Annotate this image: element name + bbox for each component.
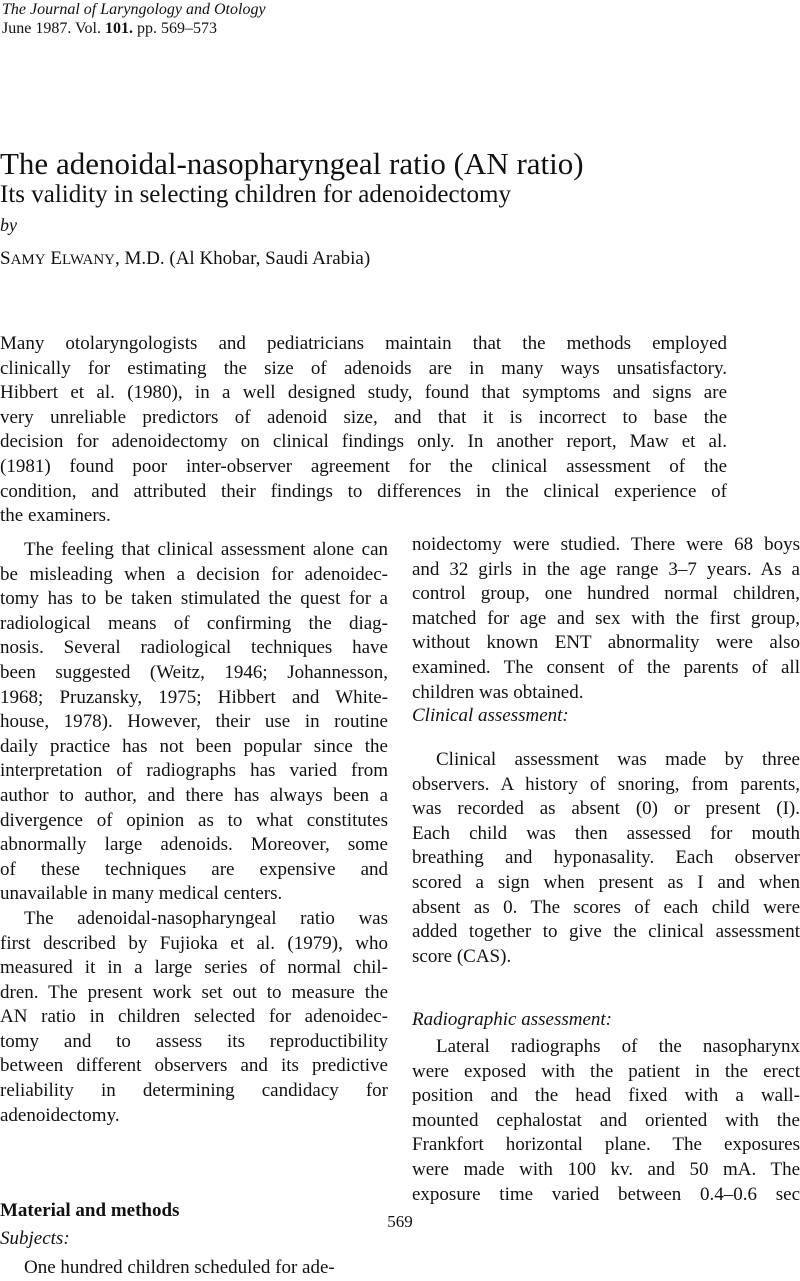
body-line: added together to give the clinical assessment: [412, 921, 800, 943]
clinical-paragraph: [412, 748, 800, 969]
body-line: without known ENT abnormality were also: [412, 632, 800, 654]
body-line: tomy and to assess its reproductibility: [0, 1030, 388, 1052]
issue-prefix: June 1987. Vol.: [2, 20, 105, 37]
body-line: nosis. Several radiological techniques have: [0, 637, 388, 659]
body-line: first described by Fujioka et al. (1979), who: [0, 932, 388, 954]
left-paragraphs: [0, 538, 388, 1128]
body-line: abnormally large adenoids. Moreover, some: [0, 834, 388, 856]
body-line: and 32 girls in the age range 3–7 years. As a: [412, 558, 800, 580]
body-line: Many otolaryngologists and pediatricians maintain that the methods employed: [0, 333, 727, 354]
left-column: [0, 538, 388, 1281]
body-line: interpretation of radiographs has varied from: [0, 760, 388, 782]
body-line: very unreliable predictors of adenoid size, and that it is incorrect to base the: [0, 406, 727, 428]
body-line: of these techniques are expensive and: [0, 858, 388, 880]
article-subtitle: Its validity in selecting children for adenoidectomy: [0, 181, 511, 208]
body-line: absent as 0. The scores of each child were: [412, 896, 800, 918]
author: [0, 248, 370, 271]
body-line: mounted cephalostat and oriented with the: [412, 1109, 800, 1131]
body-line: Frankfort horizontal plane. The exposures: [412, 1134, 800, 1156]
body-line: dren. The present work set out to measure the: [0, 981, 388, 1003]
journal-name: The Journal of Laryngology and Otology: [2, 1, 266, 18]
body-line: adenoidectomy.: [0, 1104, 120, 1126]
body-line: be misleading when a decision for adenoidec-: [0, 563, 388, 585]
author-first-rest: AMY: [10, 252, 46, 268]
body-line: the examiners.: [0, 505, 111, 527]
body-line: observers. A history of snoring, from parents,: [412, 773, 800, 795]
body-line: measured it in a large series of normal chil-: [0, 957, 388, 979]
page-number: 569: [387, 1212, 413, 1231]
pages: pp. 569–573: [132, 20, 217, 37]
author-last-initial: E: [50, 248, 62, 269]
body-line: house, 1978). However, their use in routine: [0, 711, 388, 733]
abstract: [0, 332, 727, 529]
body-line: The adenoidal-nasopharyngeal ratio was: [24, 907, 388, 929]
body-line: control group, one hundred normal children,: [412, 583, 800, 605]
body-line: was recorded as absent (0) or present (I).: [412, 798, 800, 820]
section-heading: Material and methods: [0, 1200, 180, 1222]
right-intro: [412, 533, 800, 705]
body-line: Clinical assessment was made by three: [436, 749, 800, 770]
body-line: author to author, and there has always been a: [0, 784, 388, 806]
body-line: position and the head fixed with a wall-: [412, 1085, 800, 1107]
byline: by: [0, 215, 17, 235]
body-line: examined. The consent of the parents of all: [412, 656, 800, 678]
body-line: radiological means of confirming the diag-: [0, 612, 388, 634]
radiographic-paragraph: [412, 1035, 800, 1207]
body-line: The feeling that clinical assessment alone can: [24, 539, 388, 560]
subheading-subjects: Subjects:: [0, 1227, 70, 1249]
subheading-radiographic: Radiographic assessment:: [412, 1009, 613, 1030]
volume: 101.: [104, 20, 133, 37]
body-line: been suggested (Weitz, 1946; Johannesson,: [0, 661, 388, 683]
body-line: score (CAS).: [412, 945, 512, 967]
body-line: 1968; Pruzansky, 1975; Hibbert and White-: [0, 686, 388, 708]
article-title: The adenoidal-nasopharyngeal ratio (AN ratio): [0, 146, 584, 181]
body-line: condition, and attributed their findings to differences in the clinical experience of: [0, 480, 727, 502]
body-line: AN ratio in children selected for adenoidec-: [0, 1006, 388, 1028]
body-line: divergence of opinion as to what constitutes: [0, 809, 388, 831]
body-line: reliability in determining candidacy for: [0, 1080, 388, 1102]
author-initial: S: [0, 248, 11, 269]
subheading-clinical: Clinical assessment:: [412, 705, 569, 726]
body-line: were made with 100 kv. and 50 mA. The: [412, 1158, 800, 1180]
body-line: scored a sign when present as I and when: [412, 871, 800, 893]
issue-info: [2, 19, 217, 38]
body-line: between different observers and its predictive: [0, 1055, 388, 1077]
body-line: were exposed with the patient in the erect: [412, 1060, 800, 1082]
author-affiliation: , M.D. (Al Khobar, Saudi Arabia): [115, 248, 371, 269]
body-line: unavailable in many medical centers.: [0, 883, 283, 905]
body-line: Each child was then assessed for mouth: [412, 822, 800, 844]
body-line: One hundred children scheduled for ade-: [24, 1257, 335, 1279]
body-line: (1981) found poor inter-observer agreement for the clinical assessment of the: [0, 455, 727, 477]
body-line: tomy has to be taken stimulated the quest for a: [0, 588, 388, 610]
body-line: matched for age and sex with the first group,: [412, 607, 800, 629]
body-line: daily practice has not been popular since the: [0, 735, 388, 757]
author-last-rest: LWANY: [61, 252, 115, 268]
body-line: children was obtained.: [412, 681, 584, 703]
body-line: decision for adenoidectomy on clinical findings only. In another report, Maw et al.: [0, 431, 727, 453]
body-line: exposure time varied between 0.4–0.6 sec: [412, 1183, 800, 1205]
body-line: Hibbert et al. (1980), in a well designed study, found that symptoms and signs are: [0, 382, 727, 404]
body-line: breathing and hyponasality. Each observer: [412, 847, 800, 869]
body-line: clinically for estimating the size of adenoids are in many ways unsatisfactory.: [0, 357, 727, 379]
body-line: Lateral radiographs of the nasopharynx: [436, 1036, 800, 1057]
body-line: noidectomy were studied. There were 68 boys: [412, 534, 800, 555]
